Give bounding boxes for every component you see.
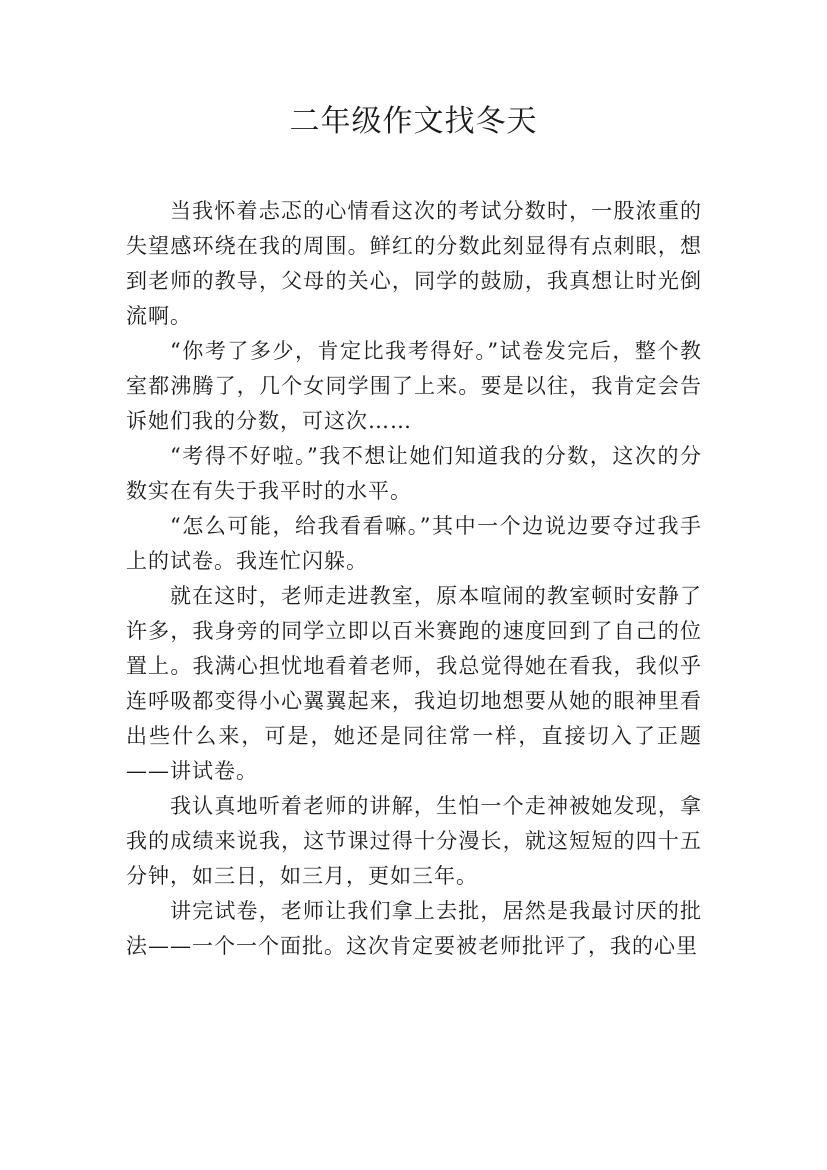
paragraph-2: “你考了多少，肯定比我考得好。”试卷发完后，整个教室都沸腾了，几个女同学围了上来。要是以往，我肯定会告诉她们我的分数，可这次……: [126, 339, 702, 433]
paragraph-1: 当我怀着忐忑的心情看这次的考试分数时，一股浓重的失望感环绕在我的周围。鲜红的分数此刻显得有点刺眼，想到老师的教导，父母的关心，同学的鼓励，我真想让时光倒流啊。: [126, 199, 702, 328]
paragraph-3: “考得不好啦。”我不想让她们知道我的分数，这次的分数实在有失于我平时的水平。: [126, 444, 702, 503]
document-body: [126, 194, 702, 964]
document-title: 二年级作文找冬天: [289, 104, 538, 139]
paragraph-7: 讲完试卷，老师让我们拿上去批，居然是我最讨厌的批法——一个一个面批。这次肯定要被老师批评了，我的心里: [126, 899, 702, 958]
paragraph-4: “怎么可能，给我看看嘛。”其中一个边说边要夺过我手上的试卷。我连忙闪躲。: [126, 514, 702, 573]
paragraph-6: 我认真地听着老师的讲解，生怕一个走神被她发现，拿我的成绩来说我，这节课过得十分漫长，就这短短的四十五分钟，如三日，如三月，更如三年。: [126, 794, 702, 888]
paragraph-5: 就在这时，老师走进教室，原本喧闹的教室顿时安静了许多，我身旁的同学立即以百米赛跑的速度回到了自己的位置上。我满心担忧地看着老师，我总觉得她在看我，我似乎连呼吸都变得小心翼翼起来，我迫切地想要从她的眼神里看出些什么来，可是，她还是同往常一样，直接切入了正题——讲试卷。: [126, 584, 702, 783]
